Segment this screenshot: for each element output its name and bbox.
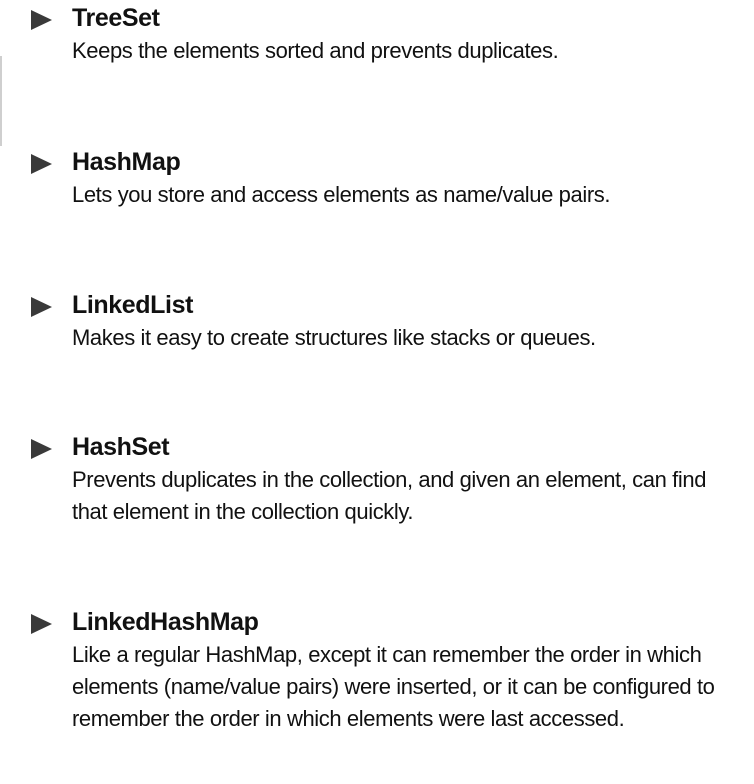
triangle-bullet-icon (31, 439, 52, 459)
item-title: HashSet (72, 433, 170, 461)
item-description: Lets you store and access elements as name/value pairs. (72, 182, 611, 207)
item-description: Like a regular HashMap, except it can remember the order in which elements (name/value pairs) were inserted, or it can be configured to remember the order in which elements were last accessed. (72, 642, 715, 731)
triangle-bullet-icon (31, 154, 52, 174)
triangle-bullet-icon (31, 297, 52, 317)
item-description: Prevents duplicates in the collection, and given an element, can find that element in the collection quickly. (72, 467, 707, 524)
item-title: HashMap (72, 148, 181, 176)
triangle-bullet-icon (31, 10, 52, 30)
item-title: LinkedHashMap (72, 608, 259, 636)
item-title: LinkedList (72, 291, 194, 319)
item-title: TreeSet (72, 4, 160, 32)
item-description: Keeps the elements sorted and prevents duplicates. (72, 38, 559, 63)
triangle-bullet-icon (31, 614, 52, 634)
item-description: Makes it easy to create structures like stacks or queues. (72, 325, 596, 350)
